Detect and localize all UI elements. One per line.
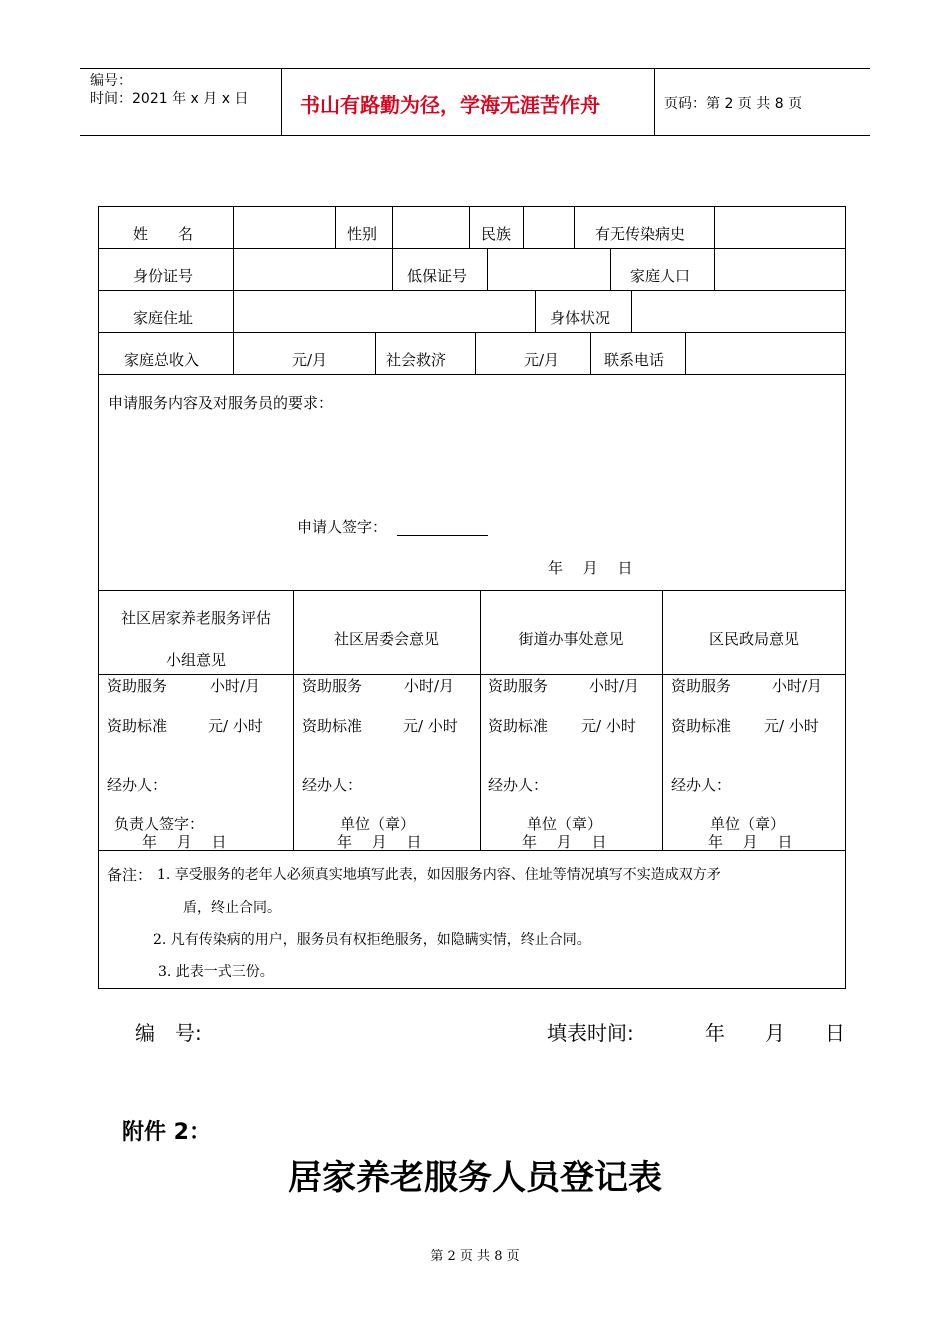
attachment-title: 居家养老服务人员登记表	[288, 1158, 662, 1198]
household-income-label: 家庭总收入	[124, 351, 200, 369]
unit-seal-label: 单位（章）	[340, 815, 416, 833]
subsidy-standard-label: 资助标准	[302, 717, 363, 735]
fill-time-label: 填表时间:	[547, 1021, 634, 1045]
subsidy-standard-label: 资助标准	[671, 717, 732, 735]
opinion-date: 年 月 日	[142, 833, 227, 851]
col-divider	[574, 206, 575, 248]
household-size-field[interactable]	[717, 251, 843, 287]
household-income-field[interactable]	[236, 335, 290, 371]
note-3: 3. 此表一式三份。	[158, 964, 274, 980]
header-motto: 书山有路勤为径，学海无涯苦作舟	[300, 93, 600, 117]
col-divider	[293, 590, 294, 850]
handler-label: 经办人：	[107, 776, 168, 794]
handler-label: 经办人：	[302, 776, 363, 794]
phone-field[interactable]	[688, 335, 843, 371]
col-divider	[335, 206, 336, 248]
low-income-id-label: 低保证号	[407, 267, 468, 285]
health-status-label: 身体状况	[550, 309, 611, 327]
unit-seal-label: 单位（章）	[527, 815, 603, 833]
id-number-label: 身份证号	[133, 267, 194, 285]
opinion-date: 年 月 日	[522, 833, 607, 851]
low-income-id-field[interactable]	[490, 251, 607, 287]
opinion-date: 年 月 日	[708, 833, 793, 851]
subsidy-service-unit: 小时/月	[772, 677, 823, 695]
notes-prefix: 备注：	[107, 866, 153, 884]
subsidy-standard-label: 资助标准	[107, 717, 168, 735]
col-divider	[475, 332, 476, 374]
note-2: 2. 凡有传染病的用户，服务员有权拒绝服务，如隐瞒实情，终止合同。	[153, 932, 591, 948]
street-office-title: 街道办事处意见	[518, 630, 624, 648]
residents-committee-title: 社区居委会意见	[333, 630, 439, 648]
address-label: 家庭住址	[133, 309, 194, 327]
subsidy-standard-label: 资助标准	[488, 717, 549, 735]
row-divider	[98, 674, 846, 675]
row-divider	[98, 332, 846, 333]
social-relief-field[interactable]	[478, 335, 522, 371]
col-divider	[375, 332, 376, 374]
col-divider	[392, 206, 393, 248]
applicant-signature-line[interactable]	[397, 535, 488, 536]
col-divider	[590, 332, 591, 374]
subsidy-service-unit: 小时/月	[589, 677, 640, 695]
handler-label: 经办人：	[488, 776, 549, 794]
fill-date: 年 月 日	[705, 1021, 845, 1045]
col-divider	[685, 332, 686, 374]
col-divider	[631, 290, 632, 332]
col-divider	[392, 248, 393, 290]
header-divider-right	[654, 68, 655, 136]
id-number-field[interactable]	[236, 251, 389, 287]
page-footer: 第 2 页 共 8 页	[430, 1249, 520, 1264]
social-relief-label: 社会救济	[386, 351, 447, 369]
col-divider	[469, 206, 470, 248]
name-field[interactable]	[236, 209, 332, 245]
service-request-label: 申请服务内容及对服务员的要求：	[108, 394, 334, 412]
subsidy-service-label: 资助服务	[107, 677, 168, 695]
subsidy-service-label: 资助服务	[671, 677, 732, 695]
col-divider	[714, 206, 715, 248]
name-label: 姓 名	[133, 225, 194, 243]
address-field[interactable]	[236, 293, 532, 329]
disease-history-label: 有无传染病史	[595, 225, 686, 243]
assessment-group-title-line1: 社区居家养老服务评估	[120, 609, 271, 627]
leader-signature-label: 负责人签字：	[114, 815, 205, 833]
row-divider	[98, 374, 846, 375]
gender-label: 性别	[347, 225, 378, 243]
row-divider	[98, 290, 846, 291]
attachment-label: 附件 2：	[122, 1120, 211, 1145]
header-divider-left	[281, 68, 282, 136]
col-divider	[714, 248, 715, 290]
note-1-line2: 盾，终止合同。	[183, 900, 281, 916]
phone-label: 联系电话	[604, 351, 665, 369]
household-size-label: 家庭人口	[630, 267, 691, 285]
col-divider	[610, 248, 611, 290]
header-page-info: 页码：第 2 页 共 8 页	[664, 96, 803, 112]
ethnicity-field[interactable]	[526, 209, 571, 245]
header-time-label: 时间：2021 年 x 月 x 日	[90, 91, 249, 107]
ethnicity-label: 民族	[481, 225, 512, 243]
subsidy-standard-unit: 元/ 小时	[208, 717, 263, 735]
gender-field[interactable]	[395, 209, 466, 245]
subsidy-standard-unit: 元/ 小时	[581, 717, 636, 735]
applicant-signature-label: 申请人签字：	[297, 518, 388, 536]
row-divider	[98, 590, 846, 591]
col-divider	[480, 590, 481, 850]
assessment-group-title-line2: 小组意见	[165, 651, 226, 669]
col-divider	[662, 590, 663, 850]
opinion-date: 年 月 日	[337, 833, 422, 851]
note-1-line1: 1. 享受服务的老年人必须真实地填写此表，如因服务内容、住址等情况填写不实造成双方矛	[157, 867, 721, 883]
subsidy-service-label: 资助服务	[488, 677, 549, 695]
col-divider	[487, 248, 488, 290]
handler-label: 经办人：	[671, 776, 732, 794]
unit-seal-label: 单位（章）	[710, 815, 786, 833]
form-number-label: 编 号:	[135, 1021, 202, 1045]
row-divider	[98, 248, 846, 249]
civil-affairs-bureau-title: 区民政局意见	[708, 630, 799, 648]
service-request-area[interactable]	[108, 418, 838, 508]
header-bottom-rule	[80, 135, 870, 136]
request-date: 年 月 日	[548, 559, 633, 577]
subsidy-standard-unit: 元/ 小时	[764, 717, 819, 735]
subsidy-service-unit: 小时/月	[210, 677, 261, 695]
col-divider	[523, 206, 524, 248]
col-divider	[233, 206, 234, 374]
disease-history-field[interactable]	[717, 209, 843, 245]
health-status-field[interactable]	[634, 293, 843, 329]
subsidy-standard-unit: 元/ 小时	[403, 717, 458, 735]
col-divider	[535, 290, 536, 332]
subsidy-service-unit: 小时/月	[404, 677, 455, 695]
header-number-label: 编号：	[90, 73, 132, 89]
social-relief-unit: 元/月	[524, 351, 560, 369]
subsidy-service-label: 资助服务	[302, 677, 363, 695]
household-income-unit: 元/月	[292, 351, 328, 369]
header-top-rule	[80, 68, 870, 69]
